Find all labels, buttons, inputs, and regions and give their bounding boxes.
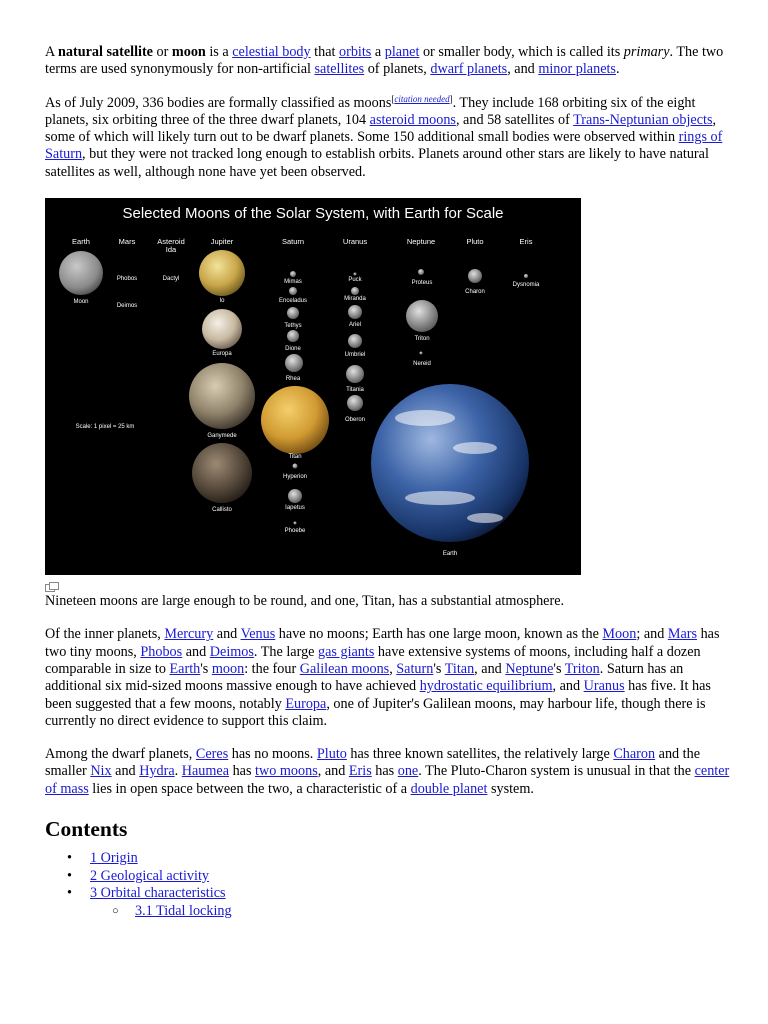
link-earth[interactable]: Earth	[169, 660, 201, 677]
label-proteus: Proteus	[411, 280, 433, 287]
toc-link-tidal-locking[interactable]: 3.1 Tidal locking	[135, 902, 232, 919]
text: A	[45, 44, 59, 60]
charon-body	[468, 269, 482, 283]
text: and	[182, 643, 210, 660]
citation: [citation needed]	[391, 93, 453, 104]
link-moon[interactable]: Moon	[602, 626, 637, 643]
rhea-body	[285, 354, 303, 372]
text: . The large	[253, 643, 319, 660]
text: . The two terms are used synonymously for non-artificial	[45, 44, 724, 78]
link-moon-2[interactable]: moon	[211, 660, 245, 677]
col-jupiter: Jupiter	[210, 237, 234, 247]
term-moon: moon	[171, 44, 206, 60]
nereid-body	[420, 352, 423, 355]
link-europa[interactable]: Europa	[285, 695, 327, 712]
label-phobos: Phobos	[116, 276, 138, 283]
link-deimos[interactable]: Deimos	[209, 643, 254, 660]
text: Of the inner planets,	[45, 626, 165, 643]
text: ,	[389, 660, 397, 677]
link-nix[interactable]: Nix	[90, 763, 112, 780]
link-satellites[interactable]: satellites	[314, 61, 365, 78]
dysnomia-body	[524, 274, 528, 278]
link-minor-planets[interactable]: minor planets	[538, 61, 616, 78]
col-mars: Mars	[118, 237, 136, 247]
text: has five. It has been suggested that a few moons, notably	[45, 678, 711, 712]
text: of planets,	[364, 61, 431, 78]
text: or smaller body, which is called its	[419, 44, 624, 60]
text: .	[174, 763, 182, 780]
moons-illustration	[45, 198, 581, 575]
io-body	[199, 250, 245, 296]
moon-body	[59, 251, 103, 295]
link-hydrostatic-equilibrium[interactable]: hydrostatic equilibrium	[419, 678, 553, 695]
text: , and	[474, 660, 506, 677]
umbriel-body	[348, 334, 362, 348]
text: and the smaller	[45, 746, 701, 780]
label-ganymede: Ganymede	[207, 433, 237, 440]
phoebe-body	[294, 522, 297, 525]
tethys-body	[287, 307, 299, 319]
figure-caption: Nineteen moons are large enough to be round, and one, Titan, has a substantial atmosphere.	[45, 593, 565, 610]
text: 's	[200, 660, 212, 677]
link-mars[interactable]: Mars	[667, 626, 698, 643]
term-natural-satellite: natural satellite	[58, 44, 153, 60]
bullet-icon: •	[67, 867, 72, 884]
link-citation-needed[interactable]: citation needed	[394, 93, 450, 104]
link-one[interactable]: one	[397, 763, 419, 780]
text: As of July 2009, 336 bodies are formally classified as moons	[45, 94, 392, 111]
text: 's	[433, 660, 445, 677]
toc-item	[45, 850, 735, 868]
moon-count-paragraph	[45, 95, 735, 181]
scale-note: Scale: 1 pixel = 25 km	[75, 424, 135, 431]
text: has	[229, 763, 256, 780]
label-nereid: Nereid	[413, 361, 431, 368]
label-tethys: Tethys	[284, 323, 302, 330]
earth-body	[371, 384, 529, 542]
text: , and	[507, 61, 539, 78]
label-hyperion: Hyperion	[282, 474, 308, 481]
table-of-contents	[45, 850, 735, 920]
label-dactyl: Dactyl	[162, 276, 180, 283]
link-asteroid-moons[interactable]: asteroid moons	[369, 111, 456, 128]
enlarge-icon[interactable]	[45, 581, 735, 593]
link-uranus[interactable]: Uranus	[583, 678, 625, 695]
link-double-planet[interactable]: double planet	[410, 780, 488, 797]
link-two-moons[interactable]: two moons	[255, 763, 318, 780]
label-phoebe: Phoebe	[284, 528, 306, 535]
titania-body	[346, 365, 364, 383]
toc-item	[45, 868, 735, 886]
text: . Saturn has an additional six mid-sized moons massive enough to have achieved	[45, 660, 684, 695]
label-charon: Charon	[465, 289, 485, 296]
label-titania: Titania	[346, 387, 364, 394]
label-mimas: Mimas	[284, 279, 302, 286]
dwarf-planets-paragraph	[45, 746, 735, 798]
col-pluto: Pluto	[466, 237, 484, 247]
article-body	[45, 44, 735, 920]
dione-body	[287, 330, 299, 342]
label-rhea: Rhea	[285, 376, 301, 383]
link-dwarf-planets[interactable]: dwarf planets	[430, 61, 508, 78]
oberon-body	[347, 395, 363, 411]
link-titan[interactable]: Titan	[444, 660, 475, 677]
text: has	[371, 763, 398, 780]
text: a	[371, 44, 385, 60]
link-gas-giants[interactable]: gas giants	[318, 643, 375, 660]
toc-subitem	[45, 903, 735, 921]
label-umbriel: Umbriel	[344, 352, 366, 359]
text: . They include 168 orbiting six of the eight planets, six orbiting three of the three dwarf planets, 104	[45, 94, 696, 128]
text: . The Pluto-Charon system is unusual in that the	[418, 763, 695, 780]
planet-moons-paragraph	[45, 626, 735, 730]
text: or	[152, 44, 172, 60]
toc-link-orbital-characteristics[interactable]: 3 Orbital characteristics	[90, 885, 226, 902]
label-enceladus: Enceladus	[278, 298, 308, 305]
link-orbits[interactable]: orbits	[339, 44, 372, 60]
link-trans-neptunian-objects[interactable]: Trans-Neptunian objects	[573, 111, 713, 128]
link-galilean-moons[interactable]: Galilean moons	[299, 660, 390, 677]
text: is a	[205, 44, 233, 60]
col-uranus: Uranus	[342, 237, 368, 247]
link-saturn[interactable]: Saturn	[396, 660, 434, 677]
europa-body	[202, 309, 242, 349]
link-mercury[interactable]: Mercury	[164, 626, 214, 643]
contents-heading: Contents	[45, 817, 128, 842]
link-venus[interactable]: Venus	[240, 626, 276, 643]
col-saturn: Saturn	[281, 237, 305, 247]
text: has no moons.	[228, 746, 317, 763]
link-celestial-body[interactable]: celestial body	[232, 44, 311, 60]
label-earth: Earth	[442, 551, 458, 558]
triton-body	[406, 300, 438, 332]
text: ; and	[636, 626, 668, 643]
link-phobos[interactable]: Phobos	[140, 643, 183, 660]
text: have extensive systems of moons, including half a dozen comparable in size to	[45, 643, 701, 677]
bullet-icon: •	[67, 885, 72, 902]
puck-body	[354, 273, 357, 276]
figure-title: Selected Moons of the Solar System, with Earth for Scale	[122, 205, 504, 223]
col-eris: Eris	[519, 237, 533, 247]
text: and	[213, 626, 241, 643]
text: system.	[487, 780, 534, 797]
text: that	[310, 44, 339, 60]
link-eris[interactable]: Eris	[348, 763, 372, 780]
text: .	[615, 61, 620, 78]
titan-body	[261, 386, 329, 454]
proteus-body	[418, 269, 424, 275]
toc-link-geological-activity[interactable]: 2 Geological activity	[90, 867, 209, 884]
text: Among the dwarf planets,	[45, 746, 196, 763]
link-charon[interactable]: Charon	[613, 746, 656, 763]
label-dysnomia: Dysnomia	[512, 282, 540, 289]
text: , one of Jupiter's Galilean moons, may harbour life, though there is currently no direct evidence to support this claim.	[45, 695, 706, 729]
link-rings-of-saturn[interactable]: rings of Saturn	[45, 129, 723, 163]
label-iapetus: Iapetus	[285, 505, 305, 512]
iapetus-body	[288, 489, 302, 503]
text: , and	[317, 763, 349, 780]
text: , some of which will likely turn out to be dwarf planets. Some 150 additional small bodies were observed within	[45, 111, 717, 146]
link-hydra[interactable]: Hydra	[139, 763, 175, 780]
text: : the four	[244, 660, 300, 677]
link-neptune[interactable]: Neptune	[505, 660, 554, 677]
term-primary: primary	[623, 44, 670, 60]
moons-figure[interactable]	[45, 198, 581, 575]
label-deimos: Deimos	[116, 303, 138, 310]
text: and	[111, 763, 140, 780]
text: , and 58 satellites of	[455, 111, 574, 128]
label-dione: Dione	[285, 346, 301, 353]
bullet-icon: •	[67, 850, 72, 867]
label-callisto: Callisto	[212, 507, 232, 514]
label-puck: Puck	[348, 277, 362, 284]
label-oberon: Oberon	[344, 417, 366, 424]
enceladus-body	[289, 287, 297, 295]
col-earth: Earth	[72, 237, 90, 247]
link-center-of-mass[interactable]: center of mass	[45, 763, 730, 797]
label-triton: Triton	[414, 336, 430, 343]
col-asteroid: Asteroid	[157, 237, 185, 247]
link-triton[interactable]: Triton	[564, 660, 600, 677]
text: , but they were not tracked long enough to establish orbits. Planets around other stars are likely to have natural satellites as well, although none have yet been observed.	[45, 146, 709, 180]
hyperion-body	[293, 464, 298, 469]
link-pluto[interactable]: Pluto	[316, 746, 347, 763]
toc-item	[45, 885, 735, 903]
label-titan: Titan	[288, 454, 302, 461]
mimas-body	[290, 271, 296, 277]
text: 's	[553, 660, 565, 677]
intro-paragraph	[45, 44, 735, 79]
label-moon: Moon	[73, 299, 89, 306]
toc-link-origin[interactable]: 1 Origin	[90, 850, 138, 867]
label-ariel: Ariel	[348, 322, 362, 329]
col-ida: Ida	[165, 245, 177, 255]
link-haumea[interactable]: Haumea	[181, 763, 230, 780]
text: , and	[552, 678, 584, 695]
label-miranda: Miranda	[344, 296, 366, 303]
text: lies in open space between the two, a characteristic of a	[88, 780, 411, 797]
text: has two tiny moons,	[45, 626, 720, 660]
link-ceres[interactable]: Ceres	[195, 746, 229, 763]
label-europa: Europa	[212, 351, 232, 358]
label-io: Io	[219, 298, 225, 305]
link-planet[interactable]: planet	[384, 44, 420, 60]
callisto-body	[192, 443, 252, 503]
text: has three known satellites, the relatively large	[346, 746, 614, 763]
circle-bullet-icon: ○	[112, 904, 119, 917]
text: have no moons; Earth has one large moon, known as the	[275, 626, 603, 643]
miranda-body	[351, 287, 359, 295]
ariel-body	[348, 305, 362, 319]
ganymede-body	[189, 363, 255, 429]
col-neptune: Neptune	[406, 237, 436, 247]
